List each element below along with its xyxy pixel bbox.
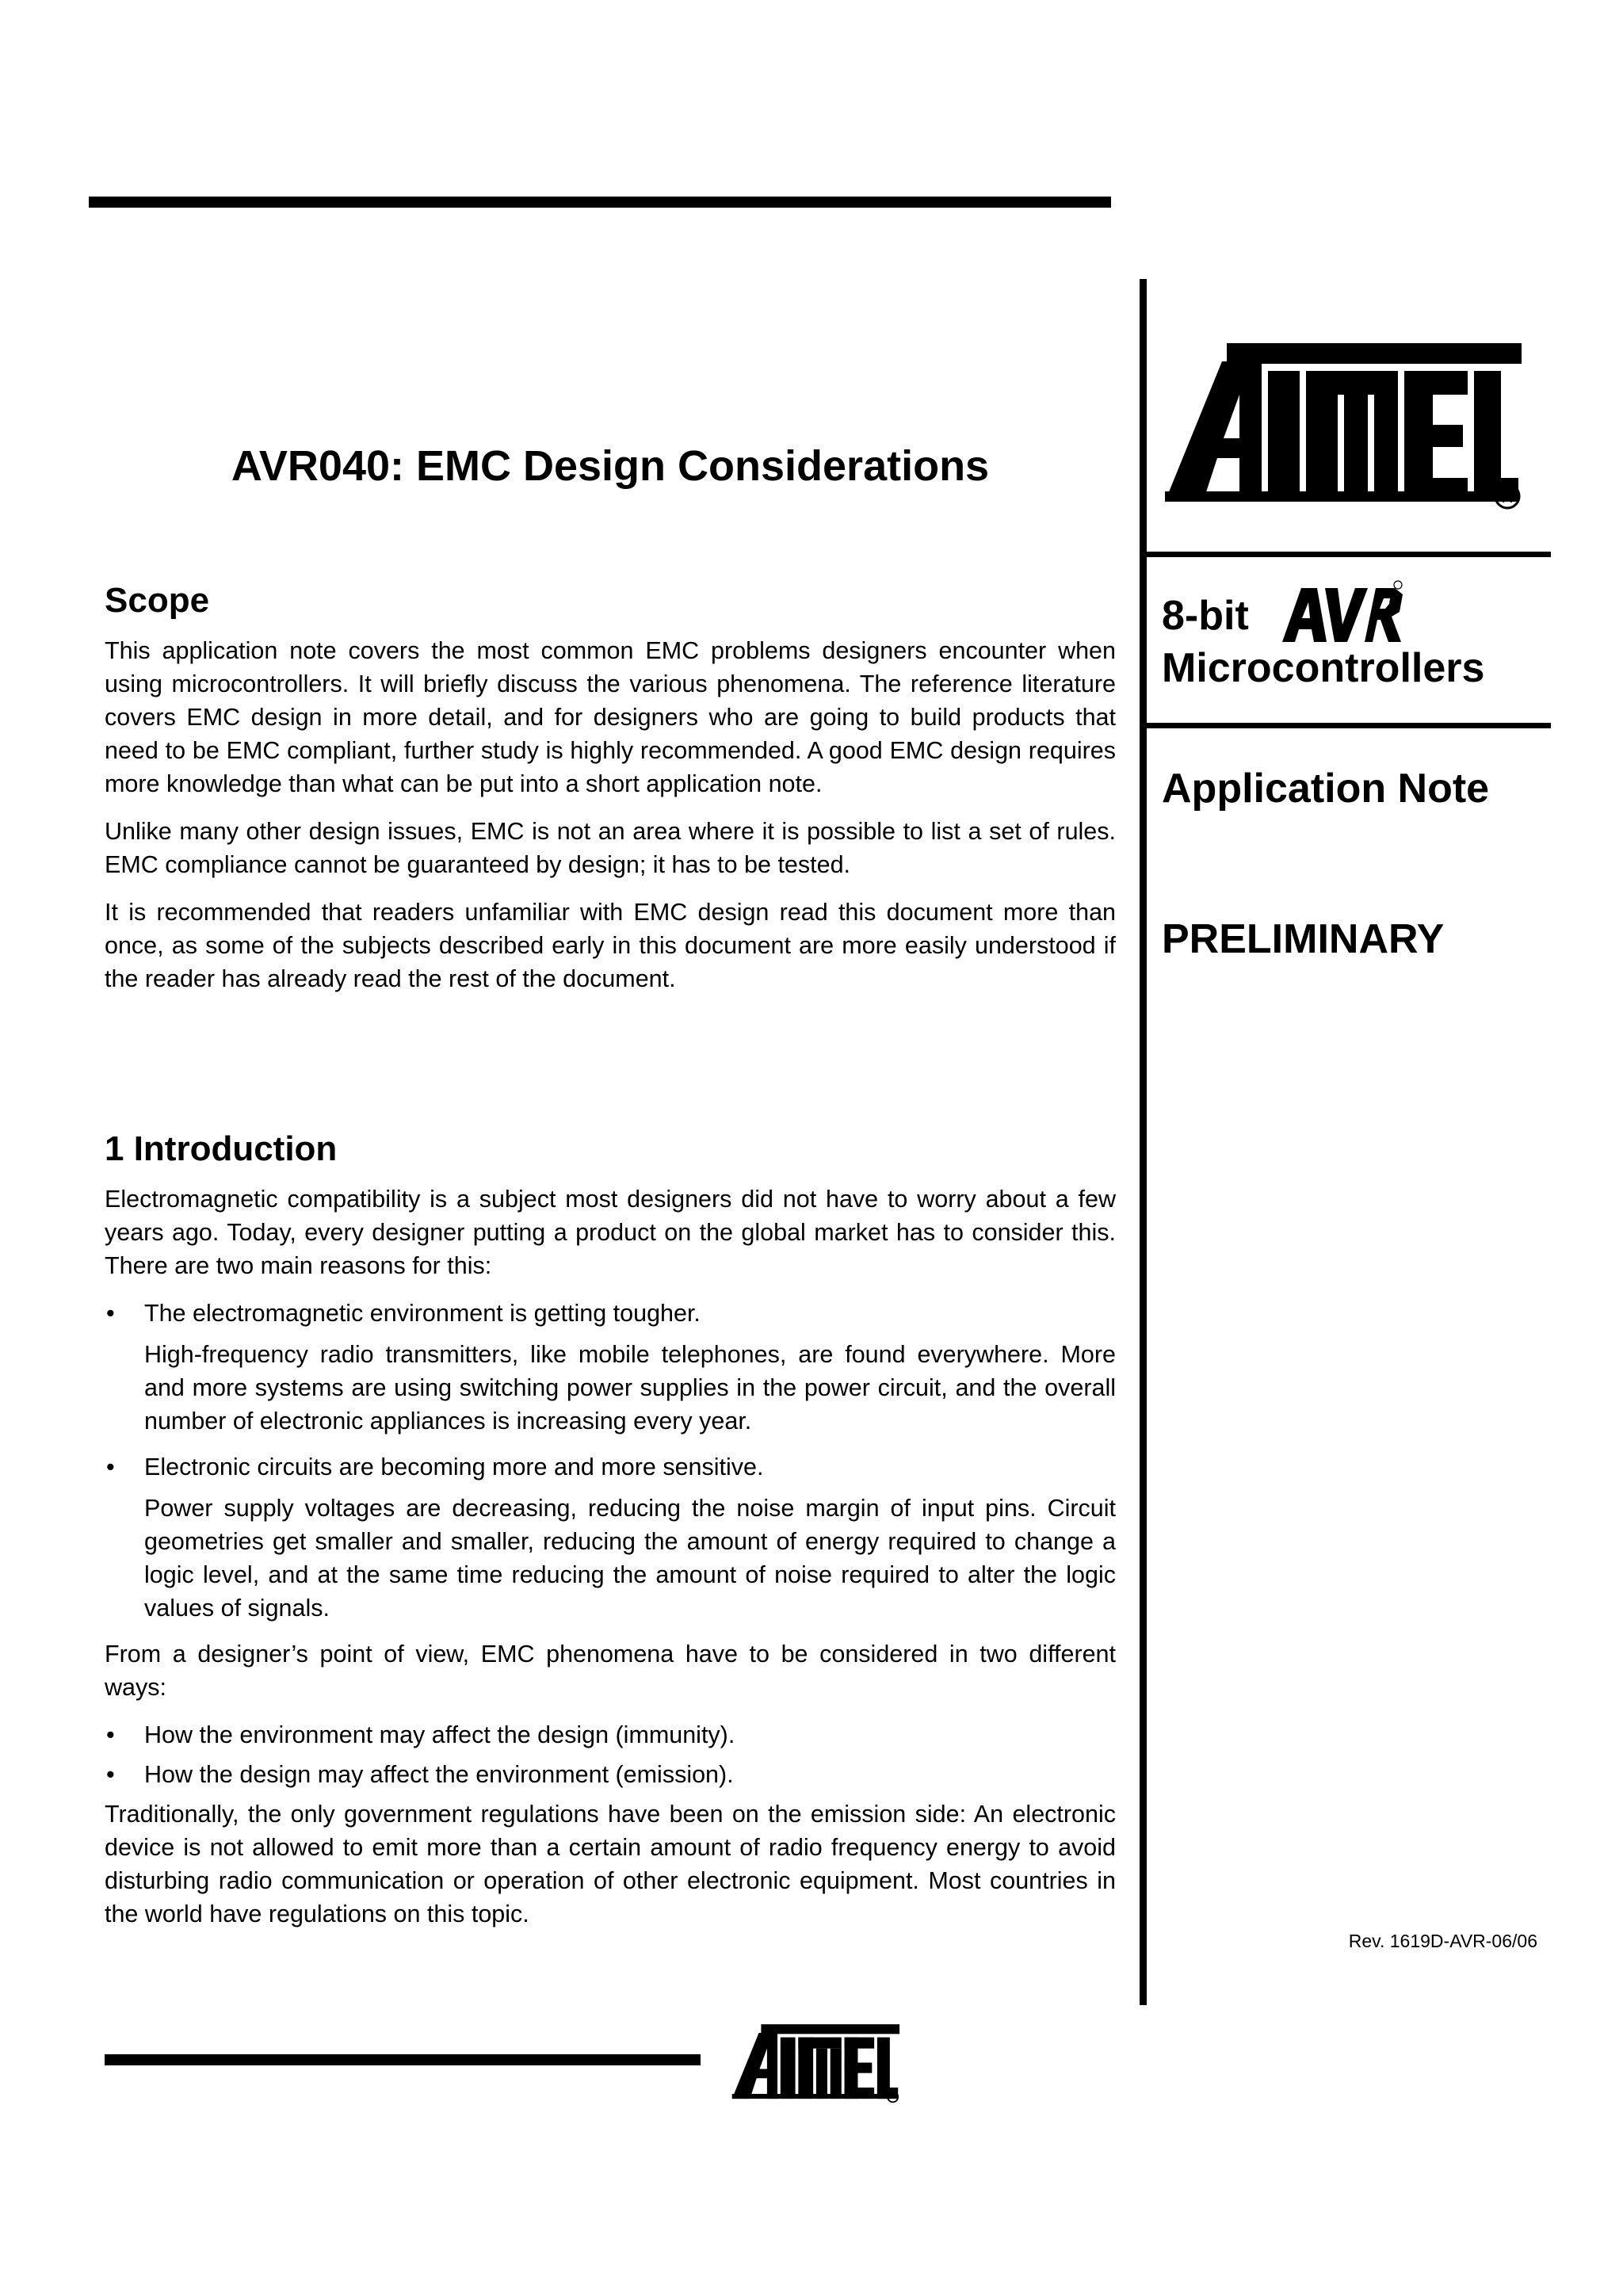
bullet-icon: • xyxy=(106,1761,115,1788)
atmel-logo xyxy=(1159,339,1523,512)
bullet-icon: • xyxy=(106,1721,115,1748)
scope-section xyxy=(105,577,1116,1010)
list-item-title: The electromagnetic environment is getting tougher. xyxy=(144,1300,701,1327)
list-item xyxy=(105,1297,1116,1438)
sidebar-rule-upper xyxy=(1147,552,1551,557)
paragraph: From a designer’s point of view, EMC phenomena have to be considered in two different ways: xyxy=(105,1641,1116,1701)
product-line-prefix: 8-bit xyxy=(1162,593,1249,639)
avr-logo xyxy=(1279,580,1406,647)
list-item-title: Electronic circuits are becoming more and more sensitive. xyxy=(144,1454,764,1480)
list-item-text: How the design may affect the environment (emission). xyxy=(144,1761,734,1788)
svg-text:R: R xyxy=(1501,489,1514,506)
sidebar-divider xyxy=(1140,279,1147,2005)
footer-atmel-logo xyxy=(729,2019,900,2107)
bullet-icon: • xyxy=(106,1300,115,1327)
footer-rule xyxy=(105,2054,701,2065)
introduction-section xyxy=(105,1125,1116,1945)
paragraph: This application note covers the most common EMC problems designers encounter when using microcontrollers. It will briefly discuss the various phenomena. The reference literature covers EMC design in more detail, and for designers who are going to build products that need to be EMC compliant, further study is highly recommended. A good EMC design requires more knowledge than what can be put into a short application note. xyxy=(105,637,1116,797)
revision-label: Rev. 1619D-AVR-06/06 xyxy=(1348,1931,1537,1951)
doc-status: PRELIMINARY xyxy=(1162,916,1445,962)
section-heading: 1 Introduction xyxy=(105,1129,338,1168)
product-line: Microcontrollers xyxy=(1162,645,1485,691)
bullet-icon: • xyxy=(106,1454,115,1480)
paragraph: It is recommended that readers unfamiliar with EMC design read this document more than once, as some of the subjects described early in this document are more easily understood if the reader has already read the rest of the document. xyxy=(105,899,1116,992)
list-item xyxy=(105,1450,1116,1625)
list-item-detail: Power supply voltages are decreasing, reducing the noise margin of input pins. Circuit geometries get smaller and smaller, reducing the amount of energy required to change a logic level, and at the same time reducing the amount of noise required to alter the logic values of signals. xyxy=(144,1495,1116,1622)
paragraph: Unlike many other design issues, EMC is not an area where it is possible to list a set of rules. EMC compliance cannot be guaranteed by design; it has to be tested. xyxy=(105,818,1116,878)
list-item xyxy=(105,1758,1116,1791)
page-title: AVR040: EMC Design Considerations xyxy=(231,442,990,490)
list-item xyxy=(105,1718,1116,1752)
paragraph: Traditionally, the only government regulations have been on the emission side: An electronic device is not allowed to emit more than a certain amount of radio frequency energy to avoid disturbing radio communication or operation of other electronic equipment. Most countries in the world have regulations on this topic. xyxy=(105,1801,1116,1927)
paragraph: Electromagnetic compatibility is a subject most designers did not have to worry about a few years ago. Today, every designer putting a product on the global market has to consider this. There are two main reasons for this: xyxy=(105,1186,1116,1279)
section-heading: Scope xyxy=(105,581,210,620)
sidebar-rule-lower xyxy=(1147,723,1551,728)
list-item-detail: High-frequency radio transmitters, like mobile telephones, are found everywhere. More and more systems are using switching power supplies in the power circuit, and the overall number of electronic appliances is increasing every year. xyxy=(144,1341,1116,1435)
doc-type: Application Note xyxy=(1162,766,1490,812)
top-rule xyxy=(89,197,1111,208)
list-item-text: How the environment may affect the design (immunity). xyxy=(144,1721,735,1748)
